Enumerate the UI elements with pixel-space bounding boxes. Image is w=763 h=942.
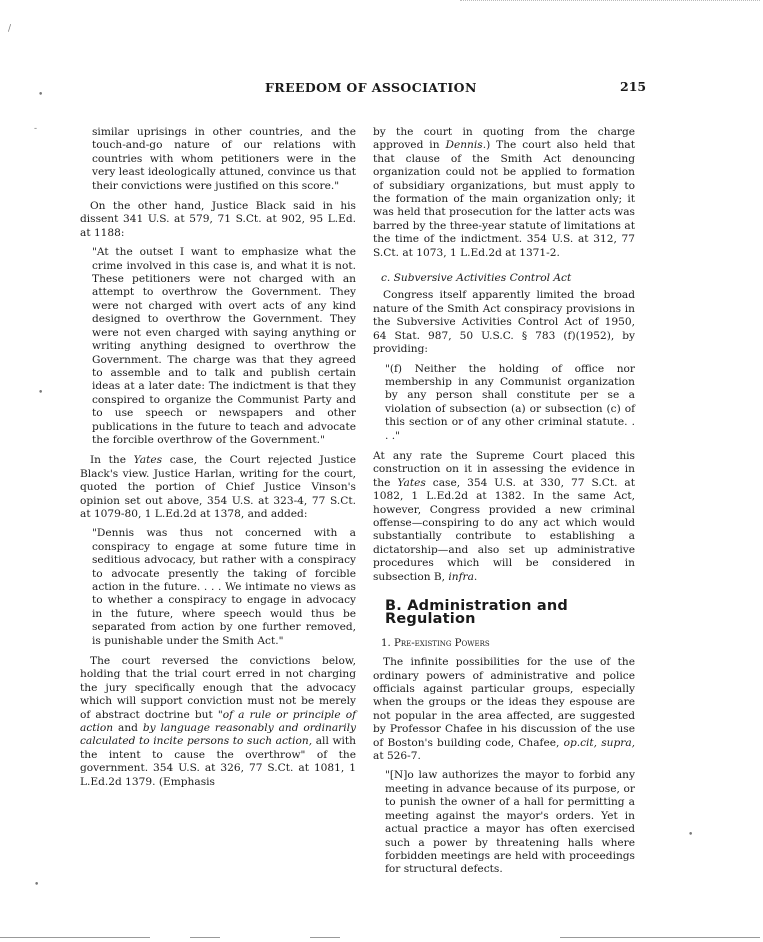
scan-mark: • (38, 90, 44, 100)
scan-mark: / (8, 24, 12, 34)
case-name: Yates (397, 476, 426, 489)
block-quote-statute (385, 363, 635, 443)
quote-text: "At the outset I want to emphasize what the crime involved in this case is, and what it is not. These petitioners were not charged with an attempt to overthrow the Government. They were not charged with overt acts of any kind designed to overthrow the Government. They were not even charged with saying anything or writing anything designed to overthrow the Government. The charge was that they agreed to assemble and to talk and publish certain ideas at a later date: The indictment is that they conspired to organize the Communist Party and to use speech or newspapers and other publications in the future to teach and advocate the forcible overthrow of the Government." (92, 246, 356, 446)
scan-artifact-top (460, 0, 760, 3)
section-heading: B. Administration and Regulation (385, 598, 569, 628)
scan-artifact-bottom (560, 937, 760, 938)
paragraph: The court reversed the convictions below, holding that the trial court erred in not charging the jury specifically enough that the advocacy which will support conviction must not be merely of abstract doctrine but "of a rule or principle of action and by language reasonably and ordinarily calculated to incite persons to such action, all with the intent to cause the overthrow" of the government. 354 U.S. at 326, 77 S.Ct. at 1081, 1 L.Ed.2d 1379. (Emphasis (80, 655, 356, 788)
scan-artifact-bottom (0, 937, 150, 938)
quote-text: "Dennis was thus not concerned with a conspiracy to engage at some future time in seditious advocacy, but rather with a conspiracy to advocate presently the taking of forcible action in the future. . . . We intimate no views as to whether a conspiracy to engage in advocacy in the future, where speech would thus be separated from action by one further removed, is punishable under the Smith Act." (92, 527, 356, 647)
block-quote-harlan (92, 527, 356, 648)
case-name: Dennis. (445, 139, 487, 152)
scan-mark: • (34, 880, 40, 890)
block-quote-chafee (385, 769, 635, 876)
scan-mark: • (38, 388, 44, 398)
paragraph: In the Yates case, the Court rejected Justice Black's view. Justice Harlan, writing for the court, quoted the portion of Chief Justice Vinson's opinion set out above, 354 U.S. at 323-4, 77 S.Ct. at 1079-80, 1 L.Ed.2d at 1378, and added: (80, 454, 357, 520)
subsection-heading: c. Subversive Activities Control Act (381, 272, 572, 285)
quote-text: "(f) Neither the holding of office nor membership in any Communist organization by any person shall constitute per se a violation of subsection (a) or subsection (c) of this section or of any other criminal statute. . . ." (385, 362, 635, 442)
quote-text: "[N]o law authorizes the mayor to forbid any meeting in advance because of its purpose, or to punish the owner of a hall for permitting a meeting against the mayor's orders. Yet in actual practice a mayor has often exercised such a power by threatening halls where forbidden meetings are held with proceedings for structural defects. (385, 769, 635, 876)
scan-mark: • (688, 830, 694, 840)
paragraph: On the other hand, Justice Black said in his dissent 341 U.S. at 579, 71 S.Ct. at 902, 95 L.Ed. at 1188: (80, 200, 356, 239)
paragraph: At any rate the Supreme Court placed this construction on it in assessing the evidence in the Yates case, 354 U.S. at 330, 77 S.Ct. at 1082, 1 L.Ed.2d at 1382. In the same Act, however, Congress provided a new criminal offense—conspiring to do any act which would substantially contribute to establishing a dictatorship—and also set up administrative procedures which will be considered in subsection B, infra. (373, 449, 635, 583)
scan-mark: - (34, 124, 38, 134)
scan-artifact-bottom (190, 937, 220, 938)
case-name: Yates (133, 454, 163, 467)
quote-text: similar uprisings in other countries, and the touch-and-go nature of our relations with countries with whom petitioners were in the very least ideologically attuned, convince us that their convictions were justified on this score." (92, 126, 356, 192)
running-head: FREEDOM OF ASSOCIATION (265, 80, 477, 95)
scan-artifact-bottom (310, 937, 340, 938)
paragraph: The infinite possibilities for the use of the ordinary powers of administrative and police officials against particular groups, especially when the groups or the ideas they espouse are not popular in the area affected, are suggested by Professor Chafee in his discussion of the use of Boston's building code, Chafee, op.cit, supra, at 526-7. (373, 656, 636, 763)
quote-continuation (92, 126, 356, 193)
paragraph: Congress itself apparently limited the broad nature of the Smith Act conspiracy provisions in the Subversive Activities Control Act of 1950, 64 Stat. 987, 50 U.S.C. § 783 (f)(1952), by providing: (373, 289, 635, 356)
left-column (80, 126, 356, 795)
paragraph: by the court in quoting from the charge approved in Dennis.) The court also held that that clause of the Smith Act denouncing organization could not be applied to formation of subsidiary organizations, but must apply to the formation of the main organization only; it was held that prosecution for the latter acts was barred by the three-year statute of limitations at the time of the indictment. 354 U.S. at 312, 77 S.Ct. at 1073, 1 L.Ed.2d at 1371-2. (373, 126, 635, 259)
block-quote-black (92, 246, 356, 447)
subsection-heading: 1. Pre-existing Powers (381, 637, 490, 649)
page-number: 215 (620, 79, 647, 94)
right-column (373, 126, 635, 884)
